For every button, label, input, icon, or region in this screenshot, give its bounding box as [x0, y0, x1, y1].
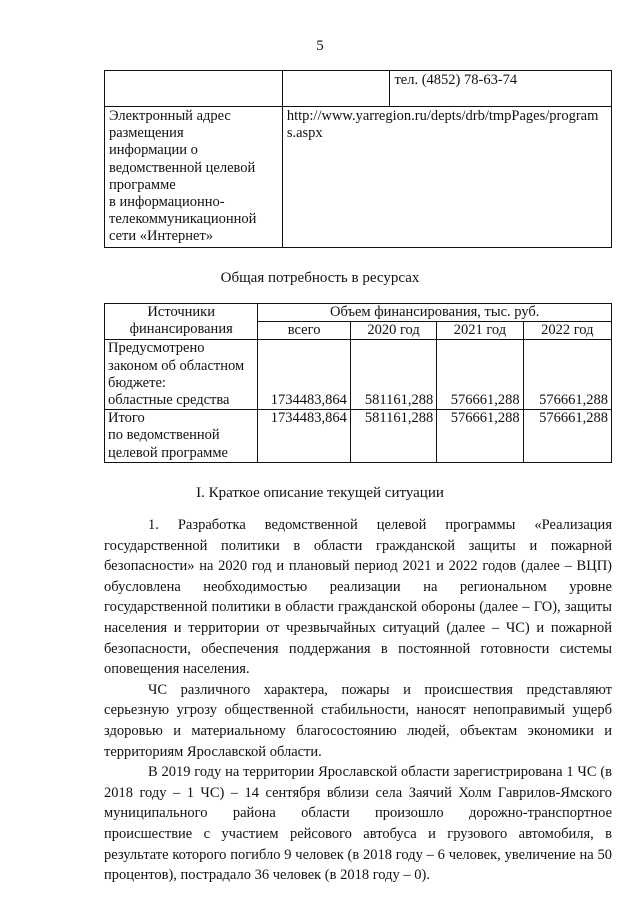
- table-row: [105, 410, 612, 463]
- table-cell: 1734483,864: [258, 410, 350, 463]
- row-label-line: законом об областном: [108, 357, 245, 374]
- source-header: [105, 304, 258, 340]
- table-cell: 581161,288: [350, 410, 436, 463]
- label-line: Электронный адрес: [109, 108, 231, 124]
- row-label: [105, 410, 258, 463]
- label-line: в информационно-: [109, 194, 225, 211]
- paragraph: 1. Разработка ведомственной целевой программы «Реализация государственной политики в области гражданской защиты и пожарной безопасности» на 2020 год и плановый период 2021 и 2022 годов (далее – ВЦП) обусловлена необходимостью реализации на региональном уровне государственной политики в области гражданской обороны (далее – ГО), защиты населения и территории от чрезвычайных ситуаций (далее – ЧС) и пожарной безопасности, обеспечения поддержания в постоянной готовности системы оповещения населения.: [104, 517, 612, 678]
- table-cell: 576661,288: [437, 340, 523, 410]
- row-label-line: Итого: [108, 410, 145, 427]
- paragraph: В 2019 году на территории Ярославской области зарегистрирована 1 ЧС (в 2018 году – 1 ЧС) – 14 сентября вблизи села Заячий Холм Гаврилов-Ямского муниципального района области произошло дорожно-транспортное происшествие с участием рейсового автобуса и грузового автомобиля, в результате которого погибло 9 человек (в 2018 году – 6 человек, увеличение на 50 процентов), пострадало 36 человек (в 2018 году – 0).: [104, 764, 612, 884]
- label-line: телекоммуникационной: [109, 211, 257, 228]
- column-header: 2022 год: [523, 322, 611, 340]
- table-cell-empty: [282, 71, 390, 107]
- label-line: сети «Интернет»: [109, 228, 214, 245]
- phone-cell: тел. (4852) 78-63-74: [390, 71, 612, 107]
- header-line: Источники: [147, 304, 215, 320]
- row-label-line: Предусмотрено: [108, 340, 205, 357]
- row-label-line: областные средства: [108, 392, 230, 409]
- page-number: 5: [316, 38, 324, 54]
- table-cell: 576661,288: [523, 410, 611, 463]
- table-cell-empty: [105, 71, 283, 107]
- row-label-line: целевой программе: [108, 444, 228, 461]
- web-address-label: [105, 107, 283, 248]
- paragraph: ЧС различного характера, пожары и происшествия представляют серьезную угрозу общественной стабильности, наносят непоправимый ущерб здоровью и материальному благосостоянию людей, объектам экономики и территориям Ярославской области.: [104, 681, 612, 760]
- row-label: [105, 340, 258, 410]
- table-header-row: [105, 304, 612, 322]
- section-heading: I. Краткое описание текущей ситуации: [196, 485, 444, 501]
- table-cell: 1734483,864: [258, 340, 350, 410]
- column-header: 2020 год: [350, 322, 436, 340]
- label-line: информации о: [109, 142, 198, 159]
- table-row: [105, 71, 612, 107]
- row-label-line: бюджете:: [108, 374, 166, 391]
- table-row: [105, 107, 612, 248]
- header-line: финансирования: [129, 321, 233, 338]
- label-line: размещения: [109, 125, 184, 142]
- program-url[interactable]: http://www.yarregion.ru/depts/drb/tmpPages/programs.aspx: [282, 107, 611, 248]
- table-cell: 581161,288: [350, 340, 436, 410]
- volume-header: Объем финансирования, тыс. руб.: [258, 304, 612, 322]
- label-line: программе: [109, 176, 176, 193]
- table-row: [105, 340, 612, 410]
- column-header: 2021 год: [437, 322, 523, 340]
- contact-info-table: [104, 70, 612, 248]
- label-line: ведомственной целевой: [109, 159, 256, 176]
- table-cell: 576661,288: [437, 410, 523, 463]
- row-label-line: по ведомственной: [108, 427, 220, 444]
- table-cell: 576661,288: [523, 340, 611, 410]
- section-body: [104, 515, 612, 886]
- column-header: всего: [258, 322, 350, 340]
- resources-title: Общая потребность в ресурсах: [220, 270, 420, 286]
- resources-table: [104, 303, 612, 463]
